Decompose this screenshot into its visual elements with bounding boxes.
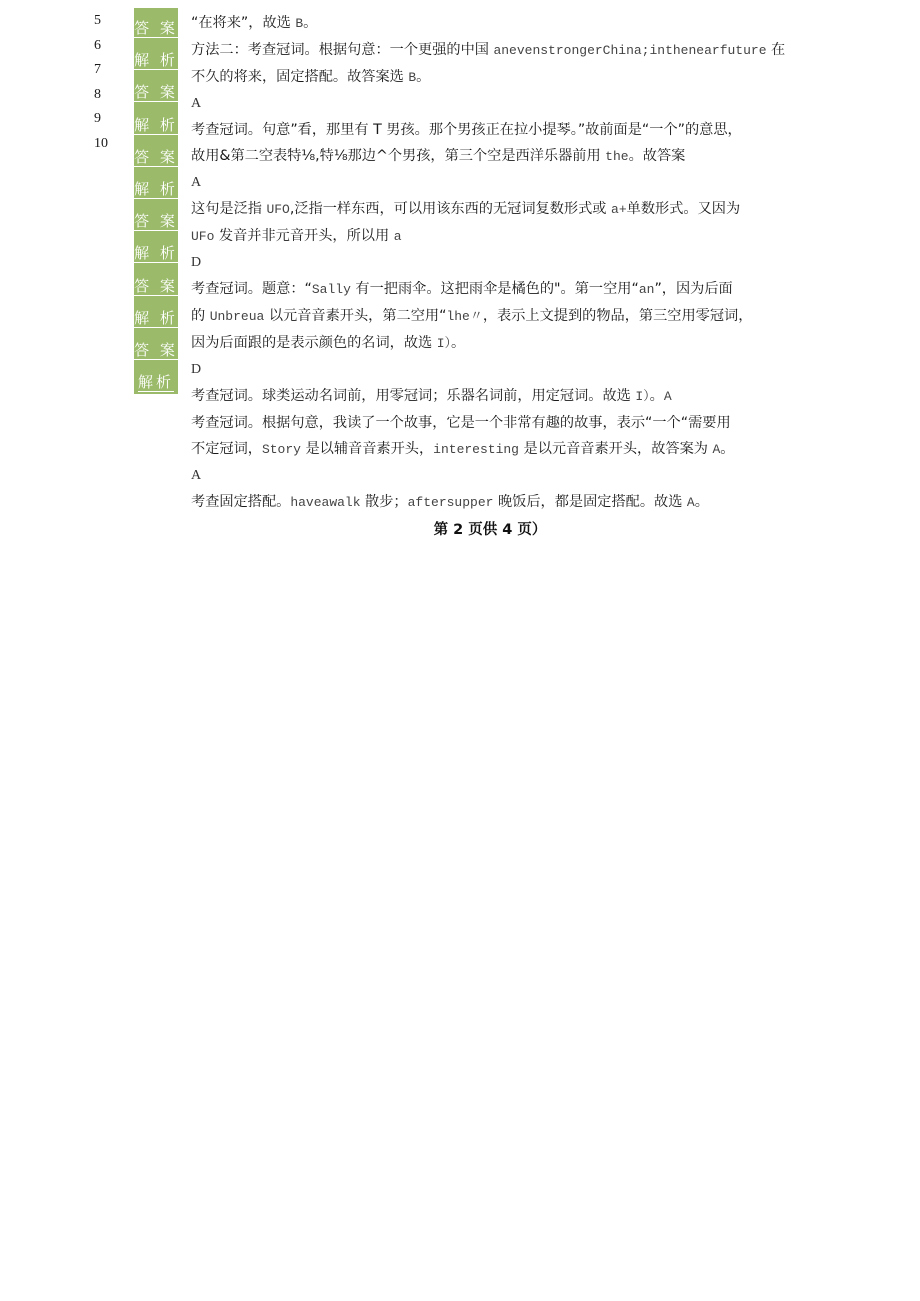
text-segment: 考查冠词。根据句意，我读了一个故事，它是一个非常有趣的故事，表示“一个“需要用 <box>191 415 731 431</box>
analysis-label <box>134 173 178 205</box>
text-segment: B <box>295 16 304 31</box>
text-segment: 是以元音音素开头，故答案为 <box>519 441 713 457</box>
text-segment: 考查冠词。句意”看，那里有 T 男孩。那个男孩正在拉小提琴。”故前面是“一个”的意思， <box>191 122 742 138</box>
text-segment: 。 <box>720 441 735 457</box>
sidebar-label-text: 答 案 <box>134 212 178 231</box>
text-segment: ”，因为后面 <box>654 281 733 297</box>
text-segment: A <box>191 96 202 111</box>
text-segment: “在将来”，故选 <box>191 15 296 31</box>
text-segment: an <box>638 282 655 297</box>
answer-letter <box>191 250 821 276</box>
answer-letter <box>191 91 821 117</box>
sidebar-label-text: 答 案 <box>134 276 178 295</box>
sidebar-label-text: 答 案 <box>134 83 178 102</box>
text-segment: 。 <box>694 494 709 510</box>
text-segment: Story <box>261 442 301 457</box>
sidebar-label-text: 解 析 <box>134 308 178 327</box>
text-segment: haveawalk <box>290 495 361 510</box>
explanation-line <box>191 223 821 250</box>
answer-label <box>134 205 178 237</box>
sidebar-label-text: 解 析 <box>134 244 178 263</box>
answer-label <box>134 76 178 108</box>
text-segment: 单数形式。又因为 <box>626 201 741 217</box>
question-number: 5 <box>94 13 101 28</box>
question-number: 10 <box>94 135 108 147</box>
text-segment: 不定冠词， <box>191 441 262 457</box>
text-segment: 故用&第二空表特⅛,特⅛那边^个男孩，第三个空是西洋乐器前用 <box>191 148 606 164</box>
question-number: 9 <box>94 111 101 127</box>
page-footer: 第 2 页供 4 页） <box>433 522 547 538</box>
sidebar-label-text: 答 案 <box>134 147 178 166</box>
text-segment: 因为后面跟的是表示颜色的名词，故选 <box>191 335 437 351</box>
text-segment: ,泛指一样东西，可以用该东西的无冠词复数形式或 <box>289 201 612 217</box>
sidebar-label-text: 解 析 <box>134 115 178 134</box>
sidebar-label-text: 解析 <box>137 373 174 392</box>
question-number: 7 <box>94 62 101 78</box>
text-segment: 在 <box>766 42 786 58</box>
text-segment: 。故答案 <box>628 148 686 164</box>
text-segment: 考查冠词。题意：“ <box>191 281 312 297</box>
text-segment: A <box>191 468 202 483</box>
text-segment: 。 <box>303 15 318 31</box>
text-segment: D <box>191 362 202 377</box>
text-segment: UFo <box>191 229 215 244</box>
answer-explanation-text <box>191 10 821 516</box>
answer-label <box>134 334 178 366</box>
text-segment: 。 <box>451 335 466 351</box>
text-segment: A <box>712 442 721 457</box>
text-segment: 方法二：考查冠词。根据句意：一个更强的中国 <box>191 42 494 58</box>
answer-label <box>134 270 178 302</box>
text-segment: 晚饭后，都是固定搭配。故选 <box>493 494 687 510</box>
analysis-label <box>134 237 178 269</box>
text-segment: the <box>605 149 629 164</box>
explanation-line <box>191 143 821 170</box>
explanation-line <box>191 303 821 330</box>
text-segment: 考查冠词。球类运动名词前，用零冠词；乐器名词前，用定冠词。故选 <box>191 388 636 404</box>
analysis-label <box>134 366 178 398</box>
text-segment: I） <box>436 336 452 351</box>
answer-analysis-sidebar <box>134 8 178 394</box>
text-segment: Sally <box>311 282 351 297</box>
answer-letter <box>191 463 821 489</box>
text-segment: anevenstrongerChina;inthenearfuture <box>493 43 767 58</box>
text-segment: D <box>191 255 202 270</box>
answer-letter <box>191 357 821 383</box>
text-segment: 。 <box>416 69 431 85</box>
analysis-label <box>134 44 178 76</box>
text-segment: B <box>408 70 417 85</box>
text-segment: A <box>663 389 672 404</box>
explanation-line <box>191 489 821 516</box>
text-segment: ，表示上文提到的物品，第三空用零冠词， <box>482 308 753 324</box>
answer-label <box>134 12 178 44</box>
question-number: 8 <box>94 86 101 102</box>
analysis-label <box>134 302 178 334</box>
sidebar-label-text: 解 析 <box>134 180 178 198</box>
explanation-line <box>191 64 821 91</box>
explanation-line <box>191 276 821 303</box>
text-segment: 这句是泛指 <box>191 201 267 217</box>
answer-label <box>134 141 178 173</box>
text-segment: 散步； <box>360 494 408 510</box>
text-segment: a+ <box>611 202 627 217</box>
sidebar-label-text: 答 案 <box>134 341 178 359</box>
sidebar-label-text: 解 析 <box>134 51 178 70</box>
text-segment: 发音并非元音开头，所以用 <box>214 228 394 244</box>
explanation-line <box>191 10 821 37</box>
text-segment: 是以辅音音素开头， <box>300 441 434 457</box>
text-segment: A <box>686 495 695 510</box>
text-segment: aftersupper <box>407 495 494 510</box>
text-segment: interesting <box>433 442 519 457</box>
explanation-line <box>191 117 821 143</box>
explanation-line <box>191 383 821 410</box>
text-segment: 的 <box>191 308 210 324</box>
text-segment: 。 <box>649 388 664 404</box>
explanation-line <box>191 196 821 223</box>
text-segment: 考查固定搭配。 <box>191 494 291 510</box>
text-segment: lhe〃 <box>446 309 483 324</box>
text-segment: 不久的将来，固定搭配。故答案选 <box>191 69 409 85</box>
text-segment: a <box>393 229 402 244</box>
analysis-label <box>134 109 178 141</box>
explanation-line <box>191 330 821 357</box>
text-segment: I） <box>635 389 650 404</box>
explanation-line <box>191 37 821 64</box>
text-segment: 以元音音素开头，第二空用“ <box>264 308 447 324</box>
text-segment: A <box>191 175 202 190</box>
text-segment: 有一把雨伞。这把雨伞是橘色的"。第一空用“ <box>350 281 639 297</box>
question-number: 6 <box>94 37 101 53</box>
question-number-column <box>94 12 118 147</box>
explanation-line <box>191 410 821 436</box>
text-segment: UFO <box>266 202 290 217</box>
sidebar-label-text: 答 案 <box>134 19 178 37</box>
answer-letter <box>191 170 821 196</box>
text-segment: Unbreua <box>209 309 265 324</box>
explanation-line <box>191 436 821 463</box>
